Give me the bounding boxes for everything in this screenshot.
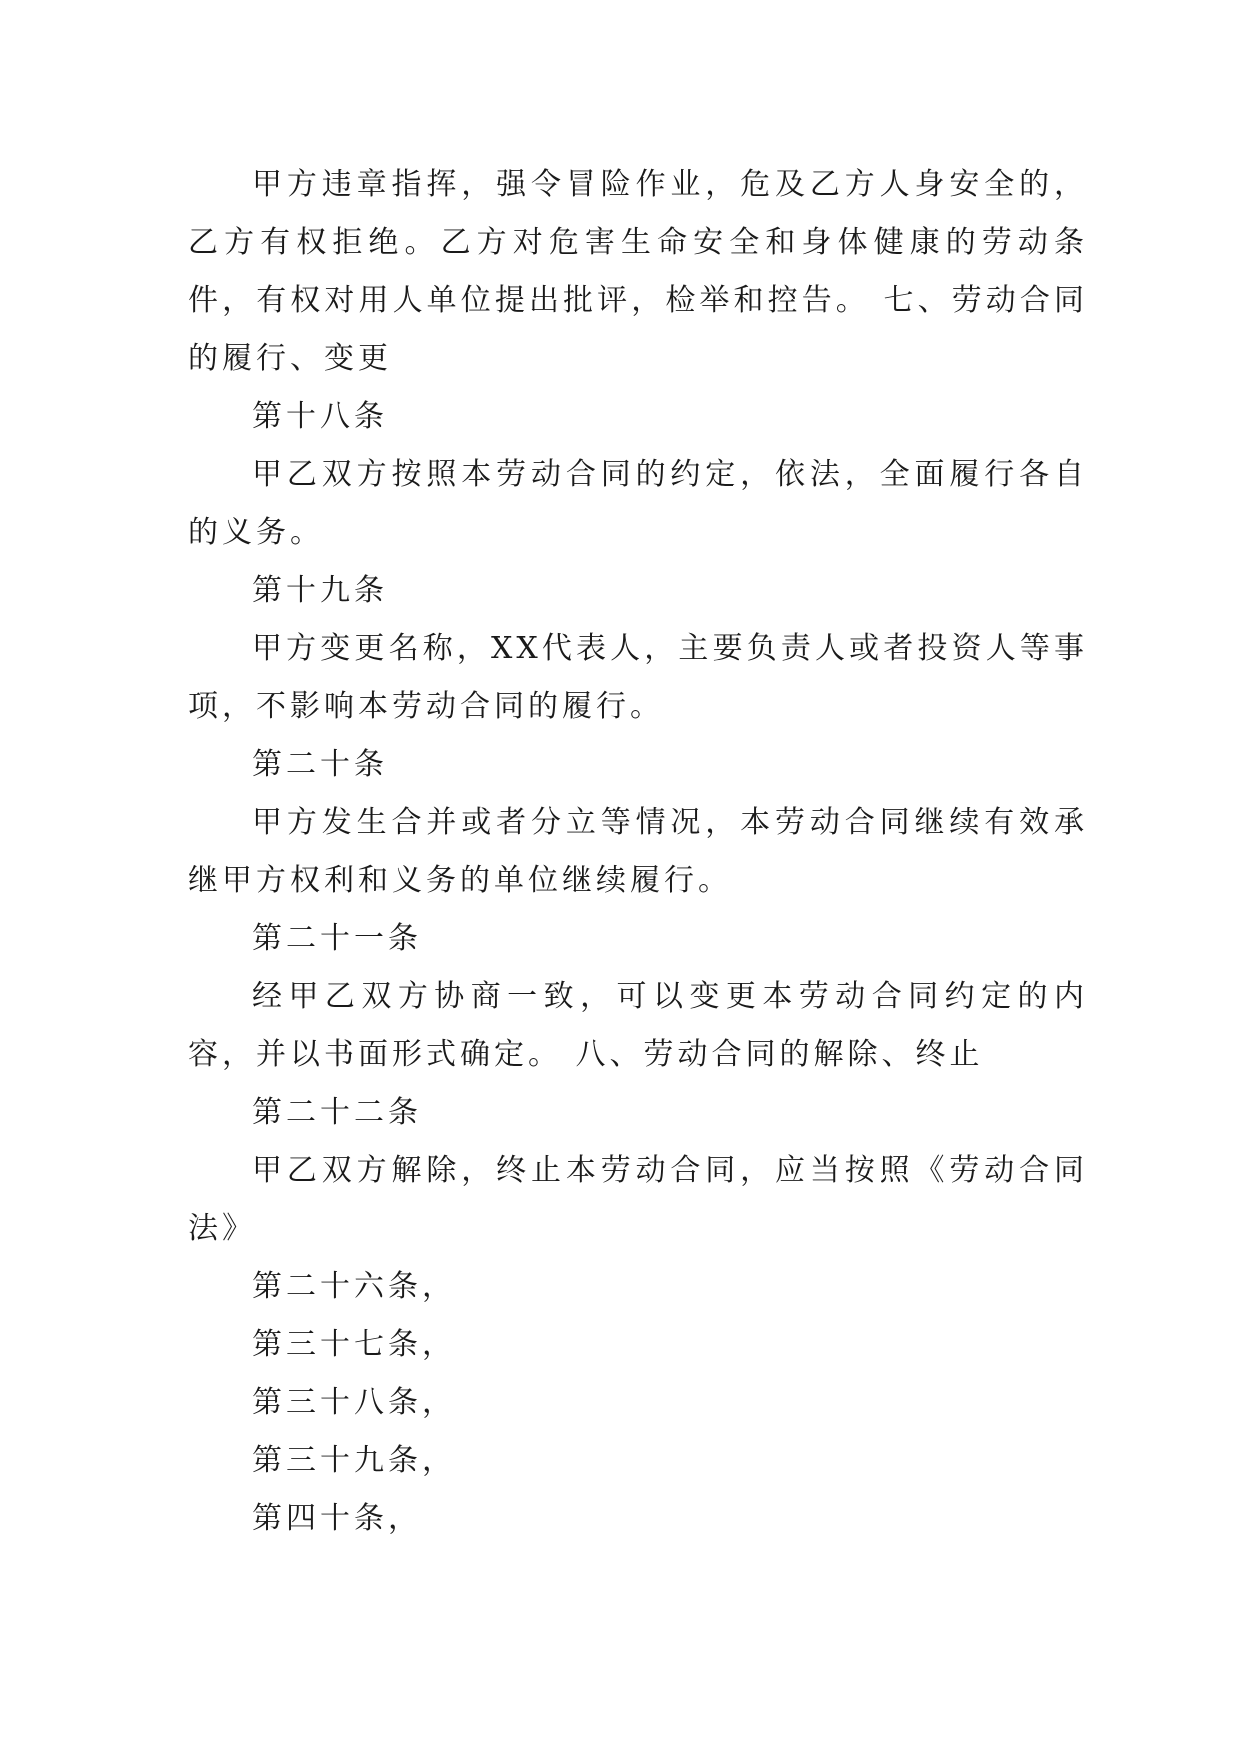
article-38-reference: 第三十八条， <box>252 1385 456 1420</box>
paragraph-11: 甲乙双方解除，终止本劳动合同，应当按照《劳动合同法》 <box>188 1153 1088 1246</box>
article-19-heading: 第十九条 <box>252 573 388 608</box>
article-26-reference: 第二十六条， <box>252 1269 456 1304</box>
paragraph-9: 经甲乙双方协商一致，可以变更本劳动合同约定的内容，并以书面形式确定。 八、劳动合同的解除、终止 <box>188 979 1088 1072</box>
paragraph-7: 甲方发生合并或者分立等情况，本劳动合同继续有效承继甲方权利和义务的单位继续履行。 <box>188 805 1088 898</box>
article-40-reference: 第四十条， <box>252 1501 422 1536</box>
article-22-heading: 第二十二条 <box>252 1095 422 1130</box>
paragraph-1: 甲方违章指挥，强令冒险作业，危及乙方人身安全的，乙方有权拒绝。乙方对危害生命安全和身体健康的劳动条件，有权对用人单位提出批评，检举和控告。 七、劳动合同的履行、变更 <box>188 167 1088 376</box>
article-20-heading: 第二十条 <box>252 747 388 782</box>
article-21-heading: 第二十一条 <box>252 921 422 956</box>
paragraph-5: 甲方变更名称，XX代表人，主要负责人或者投资人等事项，不影响本劳动合同的履行。 <box>188 631 1088 724</box>
paragraph-3: 甲乙双方按照本劳动合同的约定，依法，全面履行各自的义务。 <box>188 457 1088 550</box>
article-18-heading: 第十八条 <box>252 399 388 434</box>
article-37-reference: 第三十七条， <box>252 1327 456 1362</box>
article-39-reference: 第三十九条， <box>252 1443 456 1478</box>
document-body <box>188 156 1088 1548</box>
